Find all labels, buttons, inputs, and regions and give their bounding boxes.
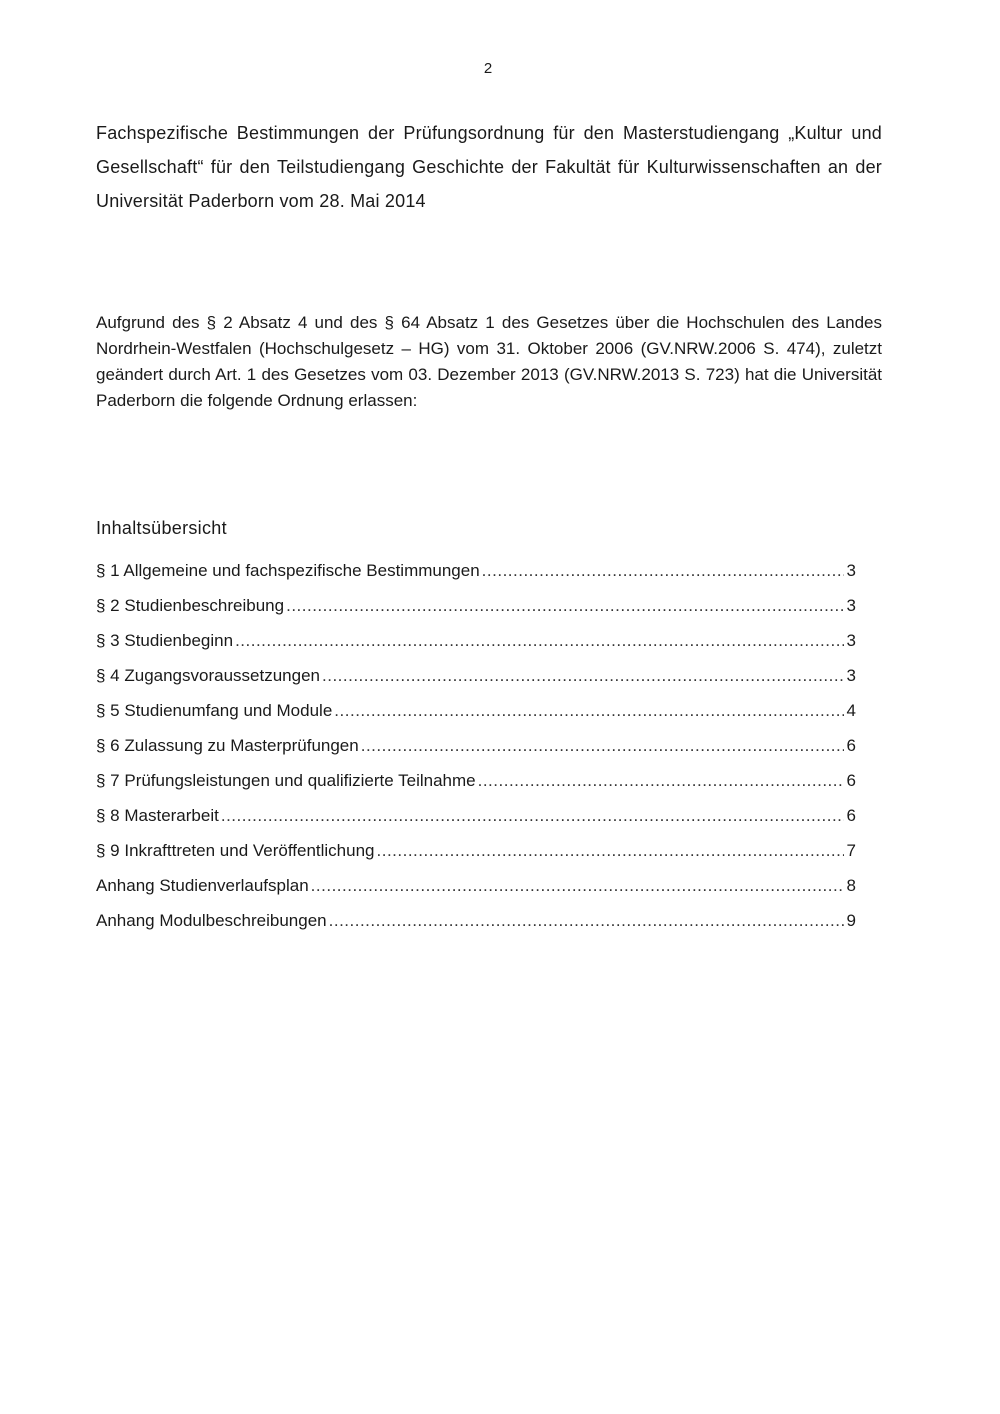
toc-leader-dots (286, 596, 844, 616)
toc-entry-label: § 2 Studienbeschreibung (96, 596, 285, 615)
toc-entry-label: § 3 Studienbeginn (96, 631, 234, 650)
toc-entry-section-6[interactable] (96, 736, 856, 771)
toc-entry-page: 6 (846, 736, 856, 755)
toc-entry-page: 4 (846, 701, 856, 720)
toc-entry-section-8[interactable] (96, 806, 856, 841)
toc-leader-dots (235, 631, 844, 651)
toc-entry-page: 6 (846, 771, 856, 790)
toc-entry-section-4[interactable] (96, 666, 856, 701)
preamble-paragraph: Aufgrund des § 2 Absatz 4 und des § 64 Absatz 1 des Gesetzes über die Hochschulen des Landes Nordrhein-Westfalen (Hochschulgesetz – HG) vom 31. Oktober 2006 (GV.NRW.2006 S. 474), zuletzt geändert durch Art. 1 des Gesetzes vom 03. Dezember 2013 (GV.NRW.2013 S. 723) hat die Universität Paderborn die folgende Ordnung erlassen: (96, 313, 882, 410)
toc-entry-page: 3 (846, 596, 856, 615)
toc-entry-section-9[interactable] (96, 841, 856, 876)
toc-leader-dots (377, 841, 845, 861)
toc-entry-label: § 8 Masterarbeit (96, 806, 219, 825)
toc-entry-page: 3 (846, 631, 856, 650)
toc-entry-section-2[interactable] (96, 596, 856, 631)
toc-entry-label: § 1 Allgemeine und fachspezifische Bestimmungen (96, 561, 480, 580)
toc-entry-page: 3 (846, 561, 856, 580)
toc-heading: Inhaltsübersicht (96, 518, 227, 538)
toc-leader-dots (482, 561, 844, 581)
toc-entry-label: Anhang Studienverlaufsplan (96, 876, 309, 895)
toc-entry-section-5[interactable] (96, 701, 856, 736)
toc-entry-page: 6 (846, 806, 856, 825)
table-of-contents (96, 561, 856, 946)
toc-entry-section-1[interactable] (96, 561, 856, 596)
toc-leader-dots (221, 806, 844, 826)
toc-entry-page: 3 (846, 666, 856, 685)
toc-entry-page: 9 (846, 911, 856, 930)
toc-leader-dots (329, 911, 844, 931)
toc-leader-dots (478, 771, 844, 791)
toc-entry-section-3[interactable] (96, 631, 856, 666)
toc-entry-label: § 4 Zugangsvoraussetzungen (96, 666, 320, 685)
toc-entry-page: 8 (846, 876, 856, 895)
toc-entry-label: Anhang Modulbeschreibungen (96, 911, 327, 930)
toc-entry-section-7[interactable] (96, 771, 856, 806)
toc-leader-dots (322, 666, 844, 686)
toc-entry-label: § 9 Inkrafttreten und Veröffentlichung (96, 841, 375, 860)
toc-entry-label: § 7 Prüfungsleistungen und qualifizierte Teilnahme (96, 771, 476, 790)
toc-leader-dots (361, 736, 844, 756)
toc-leader-dots (334, 701, 844, 721)
toc-entry-label: § 6 Zulassung zu Masterprüfungen (96, 736, 359, 755)
page-number: 2 (483, 60, 493, 77)
toc-entry-appendix-module-descriptions[interactable] (96, 911, 856, 946)
toc-entry-page: 7 (846, 841, 856, 860)
document-title: Fachspezifische Bestimmungen der Prüfungsordnung für den Masterstudiengang „Kultur und Gesellschaft“ für den Teilstudiengang Geschichte der Fakultät für Kulturwissenschaften an der Universität Paderborn vom 28. Mai 2014 (96, 123, 882, 211)
toc-entry-label: § 5 Studienumfang und Module (96, 701, 333, 720)
toc-entry-appendix-study-plan[interactable] (96, 876, 856, 911)
toc-leader-dots (311, 876, 844, 896)
